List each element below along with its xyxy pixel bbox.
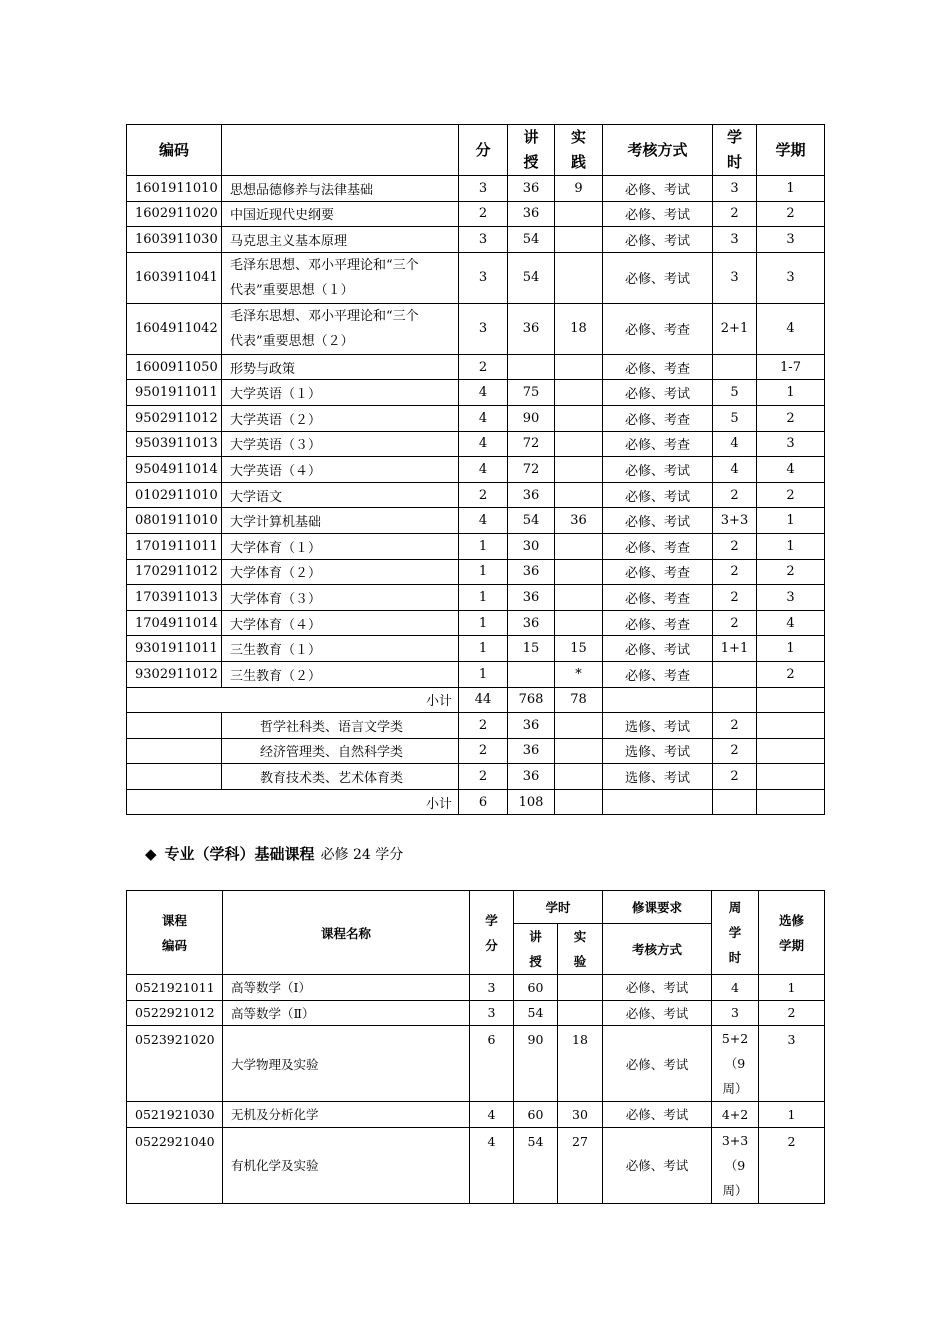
subtotal-row [127, 687, 825, 713]
weekly-hours-cell: 3+3 [713, 508, 757, 534]
diamond-bullet-icon: ◆ [145, 845, 157, 863]
lecture-hours-cell: 90 [514, 1026, 558, 1102]
weekly-hours-cell: 3 [713, 227, 757, 253]
course-code-cell: 1701911011 [127, 533, 222, 559]
term-cell [757, 738, 825, 764]
header-term: 学期 [757, 125, 825, 176]
practice-hours-cell [555, 713, 603, 739]
course-code-cell: 1602911020 [127, 201, 222, 227]
course-code-cell: 0521921011 [127, 975, 223, 1001]
lecture-hours-cell: 36 [508, 585, 555, 611]
header-assessment: 考核方式 [603, 125, 713, 176]
credits-cell: 3 [459, 303, 508, 354]
weekly-hours-cell [713, 354, 757, 380]
credits-cell: 1 [459, 610, 508, 636]
assessment-cell: 必修、考试 [603, 975, 712, 1001]
term-cell: 1 [757, 176, 825, 202]
course-code-cell: 1704911014 [127, 610, 222, 636]
practice-hours-cell [555, 431, 603, 457]
table-row [127, 636, 825, 662]
assessment-cell: 必修、考试 [603, 380, 713, 406]
assessment-cell: 必修、考查 [603, 533, 713, 559]
assessment-cell: 必修、考查 [603, 559, 713, 585]
weekly-hours-cell: 4 [713, 457, 757, 483]
practice-hours-cell [555, 764, 603, 790]
table-row [127, 380, 825, 406]
lecture-hours-cell: 36 [508, 201, 555, 227]
lecture-hours-cell [508, 661, 555, 687]
subtotal-practice: 78 [555, 687, 603, 713]
course-name-cell: 形势与政策 [222, 354, 459, 380]
course-code-cell: 1702911012 [127, 559, 222, 585]
assessment-cell: 必修、考查 [603, 405, 713, 431]
header-requirement: 修课要求 [603, 891, 712, 924]
term-cell: 2 [757, 482, 825, 508]
assessment-cell: 必修、考查 [603, 661, 713, 687]
credits-cell: 4 [459, 508, 508, 534]
subtotal-practice [555, 789, 603, 815]
weekly-hours-cell: 3+3 （9 周） [712, 1127, 759, 1203]
credits-cell: 4 [459, 431, 508, 457]
course-code-cell: 0522921040 [127, 1127, 223, 1203]
credits-cell: 2 [459, 738, 508, 764]
course-name-cell: 无机及分析化学 [223, 1102, 470, 1128]
subtotal-lecture: 768 [508, 687, 555, 713]
term-cell: 1 [757, 533, 825, 559]
credits-cell: 1 [459, 533, 508, 559]
course-code-cell [127, 764, 222, 790]
term-cell [757, 713, 825, 739]
header-credits: 分 [459, 125, 508, 176]
practice-hours-cell [555, 533, 603, 559]
header-course-name [222, 125, 459, 176]
course-name-cell: 有机化学及实验 [223, 1127, 470, 1203]
credits-cell: 3 [470, 975, 514, 1001]
course-name-cell: 经济管理类、自然科学类 [222, 738, 459, 764]
subtotal-lecture: 108 [508, 789, 555, 815]
section-note: 必修 24 学分 [320, 847, 404, 863]
major-foundation-course-table [126, 890, 825, 1204]
lecture-hours-cell: 30 [508, 533, 555, 559]
lecture-hours-cell: 36 [508, 559, 555, 585]
assessment-cell: 必修、考查 [603, 585, 713, 611]
weekly-hours-cell: 5+2 （9 周） [712, 1026, 759, 1102]
credits-cell: 2 [459, 354, 508, 380]
term-cell: 1 [759, 975, 825, 1001]
weekly-hours-cell: 2+1 [713, 303, 757, 354]
course-name-cell: 大学语文 [222, 482, 459, 508]
header-elective-term: 选修 学期 [759, 891, 825, 975]
practice-hours-cell [555, 227, 603, 253]
subtotal-label: 小计 [127, 687, 459, 713]
credits-cell: 3 [459, 252, 508, 303]
table-row [127, 405, 825, 431]
lecture-hours-cell: 60 [514, 1102, 558, 1128]
practice-hours-cell: 18 [558, 1026, 603, 1102]
lecture-hours-cell: 36 [508, 738, 555, 764]
assessment-cell: 必修、考试 [603, 1127, 712, 1203]
course-name-cell: 大学英语（４） [222, 457, 459, 483]
course-name-cell: 大学体育（１） [222, 533, 459, 559]
lecture-hours-cell: 90 [508, 405, 555, 431]
lecture-hours-cell: 36 [508, 713, 555, 739]
credits-cell: 1 [459, 636, 508, 662]
table-header-row [127, 125, 825, 176]
empty-cell [757, 687, 825, 713]
term-cell: 2 [757, 559, 825, 585]
general-course-table [126, 124, 825, 815]
assessment-cell: 必修、考试 [603, 1102, 712, 1128]
lecture-hours-cell: 36 [508, 482, 555, 508]
practice-hours-cell: 18 [555, 303, 603, 354]
lecture-hours-cell [508, 354, 555, 380]
table-row [127, 354, 825, 380]
credits-cell: 1 [459, 585, 508, 611]
course-code-cell: 9302911012 [127, 661, 222, 687]
course-code-cell: 1603911030 [127, 227, 222, 253]
empty-cell [713, 789, 757, 815]
lecture-hours-cell: 72 [508, 457, 555, 483]
course-code-cell: 0522921012 [127, 1000, 223, 1026]
lecture-hours-cell: 54 [514, 1000, 558, 1026]
practice-hours-cell: 30 [558, 1102, 603, 1128]
empty-cell [603, 687, 713, 713]
subtotal-row [127, 789, 825, 815]
course-name-cell: 大学体育（３） [222, 585, 459, 611]
course-code-cell [127, 738, 222, 764]
credits-cell: 2 [459, 713, 508, 739]
table-row [127, 482, 825, 508]
header-credits: 学 分 [470, 891, 514, 975]
subtotal-label: 小计 [127, 789, 459, 815]
course-name-cell: 哲学社科类、语言文学类 [222, 713, 459, 739]
term-cell: 3 [759, 1026, 825, 1102]
term-cell: 2 [757, 405, 825, 431]
credits-cell: 4 [470, 1102, 514, 1128]
table-row [127, 559, 825, 585]
assessment-cell: 必修、考试 [603, 636, 713, 662]
credits-cell: 1 [459, 661, 508, 687]
course-name-cell: 三生教育（１） [222, 636, 459, 662]
assessment-cell: 必修、考试 [603, 1026, 712, 1102]
table-row [127, 661, 825, 687]
weekly-hours-cell: 4 [713, 431, 757, 457]
practice-hours-cell: * [555, 661, 603, 687]
assessment-cell: 选修、考试 [603, 713, 713, 739]
term-cell: 1 [757, 508, 825, 534]
course-code-cell: 0521921030 [127, 1102, 223, 1128]
subtotal-credits: 44 [459, 687, 508, 713]
credits-cell: 2 [459, 482, 508, 508]
weekly-hours-cell: 4+2 [712, 1102, 759, 1128]
term-cell: 1-7 [757, 354, 825, 380]
weekly-hours-cell: 3 [713, 252, 757, 303]
header-weekly-hours: 学 时 [713, 125, 757, 176]
term-cell: 4 [757, 303, 825, 354]
course-code-cell: 1601911010 [127, 176, 222, 202]
course-code-cell: 1703911013 [127, 585, 222, 611]
credits-cell: 2 [459, 201, 508, 227]
assessment-cell: 必修、考试 [603, 252, 713, 303]
lecture-hours-cell: 36 [508, 303, 555, 354]
course-name-cell: 三生教育（２） [222, 661, 459, 687]
course-code-cell: 9501911011 [127, 380, 222, 406]
elective-row [127, 764, 825, 790]
table-row [127, 431, 825, 457]
term-cell: 3 [757, 431, 825, 457]
course-code-cell: 1600911050 [127, 354, 222, 380]
practice-hours-cell [555, 201, 603, 227]
table-row [127, 227, 825, 253]
weekly-hours-cell: 4 [712, 975, 759, 1001]
course-name-cell: 大学计算机基础 [222, 508, 459, 534]
assessment-cell: 选修、考试 [603, 764, 713, 790]
practice-hours-cell: 36 [555, 508, 603, 534]
term-cell: 3 [757, 585, 825, 611]
course-name-cell: 大学物理及实验 [223, 1026, 470, 1102]
weekly-hours-cell: 2 [713, 482, 757, 508]
weekly-hours-cell: 1+1 [713, 636, 757, 662]
header-practice-hours: 实 践 [555, 125, 603, 176]
course-name-cell: 高等数学（Ⅰ） [223, 975, 470, 1001]
term-cell: 1 [757, 636, 825, 662]
header-experiment: 实 验 [558, 924, 603, 975]
table-row [127, 533, 825, 559]
lecture-hours-cell: 15 [508, 636, 555, 662]
table-row [127, 585, 825, 611]
course-name-cell: 毛泽东思想、邓小平理论和“三个 代表”重要思想（２） [222, 303, 459, 354]
course-code-cell: 9502911012 [127, 405, 222, 431]
term-cell: 3 [757, 227, 825, 253]
practice-hours-cell [555, 610, 603, 636]
header-course-code: 课程 编码 [127, 891, 223, 975]
table-row [127, 610, 825, 636]
weekly-hours-cell: 2 [713, 610, 757, 636]
credits-cell: 3 [459, 176, 508, 202]
table-row [127, 1026, 825, 1102]
term-cell: 1 [757, 380, 825, 406]
assessment-cell: 必修、考试 [603, 482, 713, 508]
term-cell: 3 [757, 252, 825, 303]
weekly-hours-cell: 5 [713, 405, 757, 431]
table-row [127, 303, 825, 354]
elective-row [127, 713, 825, 739]
table-row [127, 975, 825, 1001]
weekly-hours-cell: 2 [713, 713, 757, 739]
practice-hours-cell [555, 482, 603, 508]
term-cell: 1 [759, 1102, 825, 1128]
practice-hours-cell [555, 380, 603, 406]
credits-cell: 3 [459, 227, 508, 253]
weekly-hours-cell: 3 [713, 176, 757, 202]
lecture-hours-cell: 36 [508, 176, 555, 202]
practice-hours-cell: 27 [558, 1127, 603, 1203]
lecture-hours-cell: 36 [508, 764, 555, 790]
weekly-hours-cell: 5 [713, 380, 757, 406]
term-cell: 2 [757, 201, 825, 227]
empty-cell [603, 789, 713, 815]
table-row [127, 1000, 825, 1026]
section-heading [145, 843, 403, 864]
assessment-cell: 必修、考查 [603, 610, 713, 636]
course-name-cell: 马克思主义基本原理 [222, 227, 459, 253]
credits-cell: 6 [470, 1026, 514, 1102]
term-cell: 2 [757, 661, 825, 687]
term-cell: 4 [757, 457, 825, 483]
term-cell: 2 [759, 1127, 825, 1203]
assessment-cell: 必修、考试 [603, 457, 713, 483]
lecture-hours-cell: 54 [508, 508, 555, 534]
table-row [127, 252, 825, 303]
assessment-cell: 选修、考试 [603, 738, 713, 764]
practice-hours-cell [555, 559, 603, 585]
assessment-cell: 必修、考试 [603, 227, 713, 253]
course-code-cell: 9504911014 [127, 457, 222, 483]
course-code-cell: 9503911013 [127, 431, 222, 457]
practice-hours-cell [555, 457, 603, 483]
header-course-name: 课程名称 [223, 891, 470, 975]
lecture-hours-cell: 54 [508, 252, 555, 303]
header-lecture: 讲 授 [514, 924, 558, 975]
course-name-cell: 大学英语（２） [222, 405, 459, 431]
assessment-cell: 必修、考试 [603, 201, 713, 227]
term-cell: 2 [759, 1000, 825, 1026]
assessment-cell: 必修、考试 [603, 176, 713, 202]
assessment-cell: 必修、考查 [603, 431, 713, 457]
lecture-hours-cell: 54 [508, 227, 555, 253]
subtotal-credits: 6 [459, 789, 508, 815]
weekly-hours-cell: 2 [713, 201, 757, 227]
lecture-hours-cell: 75 [508, 380, 555, 406]
lecture-hours-cell: 54 [514, 1127, 558, 1203]
course-name-cell: 大学英语（１） [222, 380, 459, 406]
term-cell [757, 764, 825, 790]
practice-hours-cell [558, 975, 603, 1001]
course-name-cell: 中国近现代史纲要 [222, 201, 459, 227]
credits-cell: 4 [459, 380, 508, 406]
assessment-cell: 必修、考查 [603, 354, 713, 380]
practice-hours-cell [555, 585, 603, 611]
assessment-cell: 必修、考试 [603, 508, 713, 534]
header-hours: 学时 [514, 891, 603, 924]
course-name-cell: 大学体育（２） [222, 559, 459, 585]
lecture-hours-cell: 72 [508, 431, 555, 457]
weekly-hours-cell: 2 [713, 738, 757, 764]
course-code-cell [127, 713, 222, 739]
practice-hours-cell [558, 1000, 603, 1026]
course-name-cell: 思想品德修养与法律基础 [222, 176, 459, 202]
course-code-cell: 1603911041 [127, 252, 222, 303]
course-name-cell: 大学体育（４） [222, 610, 459, 636]
table-row [127, 201, 825, 227]
table-row [127, 508, 825, 534]
header-course-code: 编码 [127, 125, 222, 176]
practice-hours-cell [555, 405, 603, 431]
course-code-cell: 9301911011 [127, 636, 222, 662]
credits-cell: 4 [459, 457, 508, 483]
table-row [127, 176, 825, 202]
header-assessment: 考核方式 [603, 924, 712, 975]
credits-cell: 2 [459, 764, 508, 790]
practice-hours-cell: 15 [555, 636, 603, 662]
course-code-cell: 0801911010 [127, 508, 222, 534]
table-row [127, 457, 825, 483]
term-cell: 4 [757, 610, 825, 636]
weekly-hours-cell: 3 [712, 1000, 759, 1026]
credits-cell: 3 [470, 1000, 514, 1026]
weekly-hours-cell [713, 661, 757, 687]
course-code-cell: 0102911010 [127, 482, 222, 508]
assessment-cell: 必修、考查 [603, 303, 713, 354]
course-code-cell: 0523921020 [127, 1026, 223, 1102]
elective-row [127, 738, 825, 764]
section-title: 专业（学科）基础课程 [164, 845, 315, 863]
weekly-hours-cell: 2 [713, 559, 757, 585]
practice-hours-cell [555, 738, 603, 764]
weekly-hours-cell: 2 [713, 585, 757, 611]
practice-hours-cell: 9 [555, 176, 603, 202]
course-name-cell: 高等数学（Ⅱ） [223, 1000, 470, 1026]
assessment-cell: 必修、考试 [603, 1000, 712, 1026]
empty-cell [713, 687, 757, 713]
header-weekly-hours: 周 学 时 [712, 891, 759, 975]
course-name-cell: 毛泽东思想、邓小平理论和“三个 代表”重要思想（１） [222, 252, 459, 303]
table-row [127, 1127, 825, 1203]
weekly-hours-cell: 2 [713, 764, 757, 790]
practice-hours-cell [555, 354, 603, 380]
lecture-hours-cell: 60 [514, 975, 558, 1001]
lecture-hours-cell: 36 [508, 610, 555, 636]
credits-cell: 4 [459, 405, 508, 431]
credits-cell: 1 [459, 559, 508, 585]
empty-cell [757, 789, 825, 815]
header-lecture-hours: 讲 授 [508, 125, 555, 176]
course-name-cell: 大学英语（３） [222, 431, 459, 457]
table-row [127, 1102, 825, 1128]
weekly-hours-cell: 2 [713, 533, 757, 559]
credits-cell: 4 [470, 1127, 514, 1203]
course-code-cell: 1604911042 [127, 303, 222, 354]
course-name-cell: 教育技术类、艺术体育类 [222, 764, 459, 790]
practice-hours-cell [555, 252, 603, 303]
